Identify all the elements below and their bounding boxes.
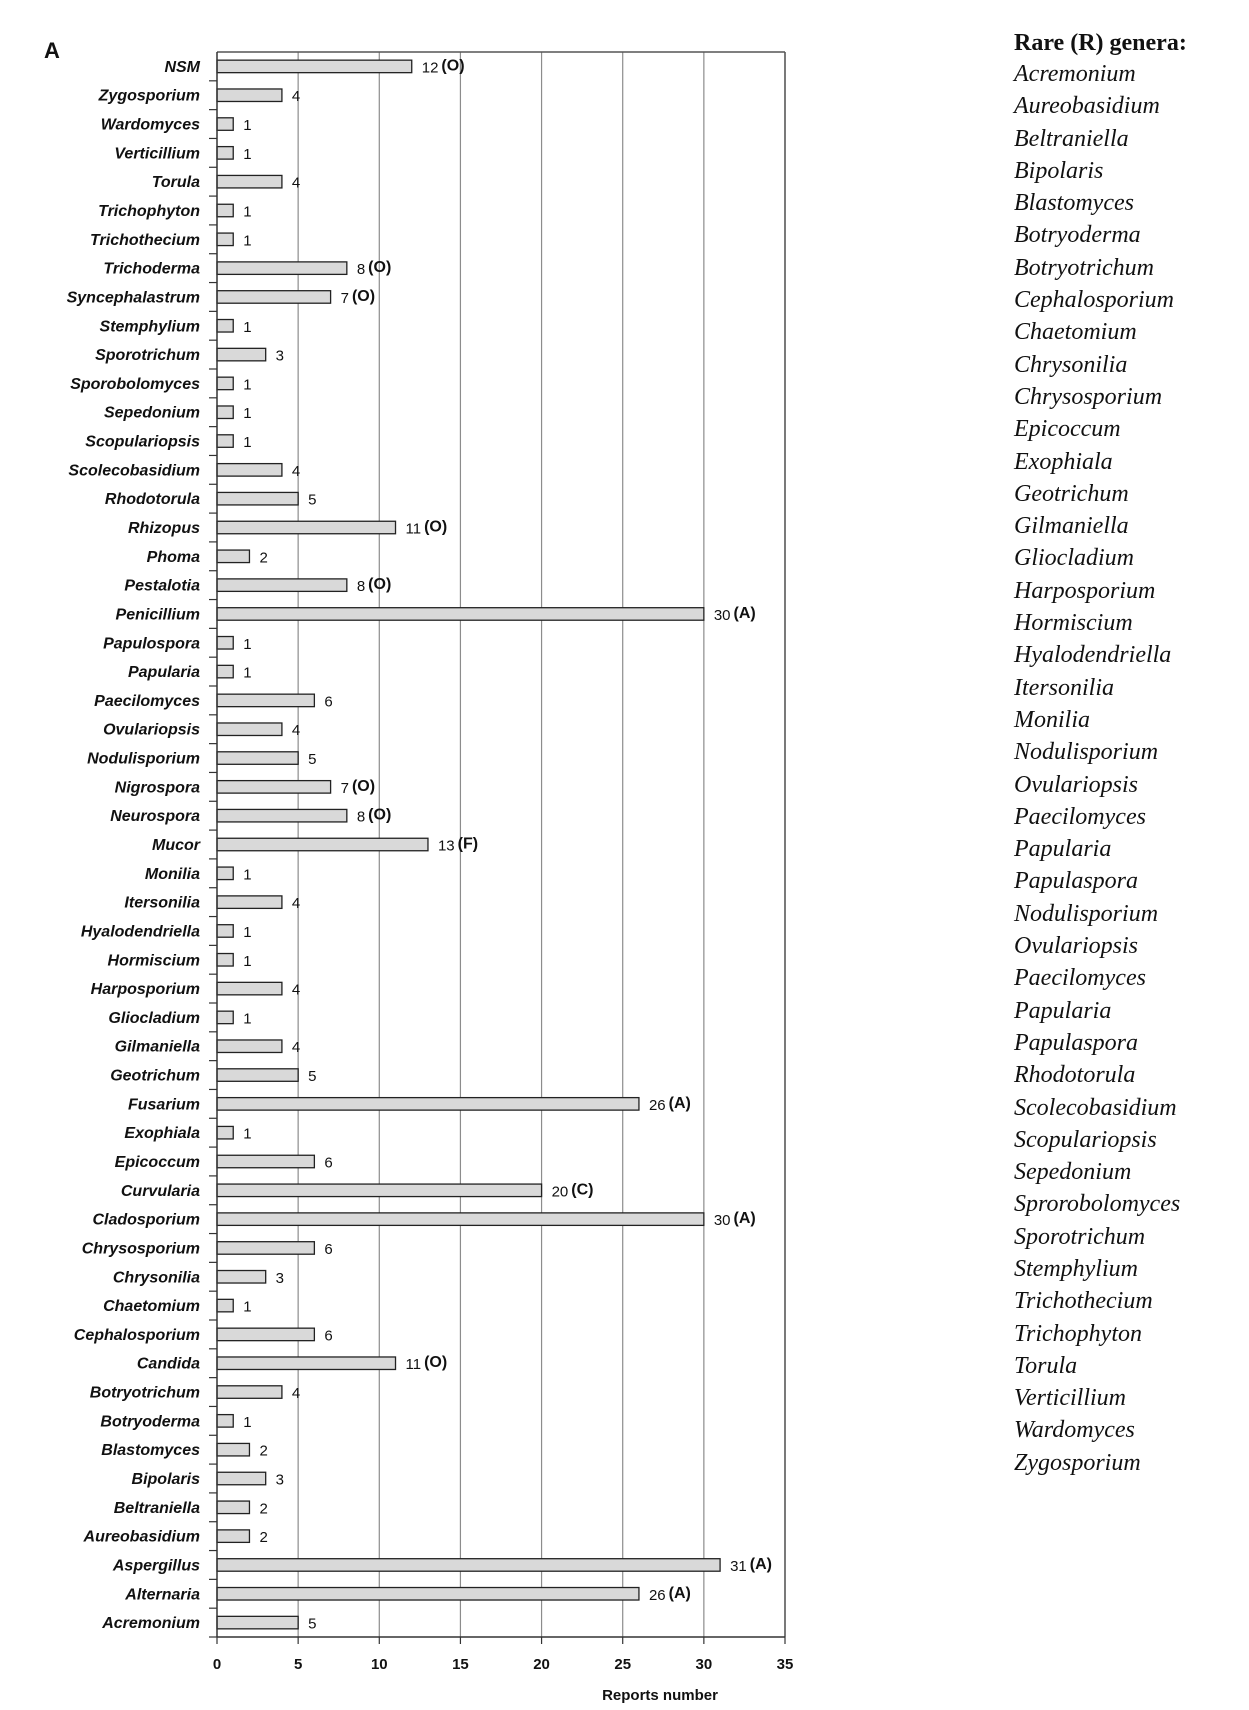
frequency-class-label: (O) bbox=[351, 287, 376, 305]
value-label: 13 (F) bbox=[437, 835, 479, 855]
category-label: Pestalotia bbox=[124, 577, 200, 595]
category-label: Harposporium bbox=[90, 981, 200, 999]
value-label: 4 bbox=[291, 895, 301, 913]
category-label: Trichoderma bbox=[103, 260, 200, 278]
bar bbox=[217, 1559, 720, 1572]
frequency-class-label: (A) bbox=[733, 604, 756, 622]
category-label: Itersonilia bbox=[124, 894, 200, 912]
value-label: 31 (A) bbox=[730, 1555, 772, 1575]
rare-genus-item: Hyalodendriella bbox=[1014, 642, 1172, 669]
value-label: 30 (A) bbox=[713, 604, 756, 624]
category-label: Nodulisporium bbox=[87, 750, 200, 768]
category-label: Curvularia bbox=[120, 1182, 200, 1200]
category-label: Exophiala bbox=[124, 1125, 200, 1143]
bar bbox=[217, 492, 298, 505]
category-label: Scolecobasidium bbox=[68, 462, 200, 480]
bar bbox=[217, 579, 347, 592]
category-labels bbox=[67, 59, 201, 1632]
value-label: 1 bbox=[243, 664, 252, 682]
frequency-class-label: (O) bbox=[368, 259, 392, 277]
category-label: Syncephalastrum bbox=[66, 289, 200, 307]
value-label: 4 bbox=[291, 174, 301, 192]
bar bbox=[217, 233, 233, 246]
frequency-class-label: (O) bbox=[368, 576, 392, 594]
category-label: Trichophyton bbox=[98, 203, 200, 220]
value-label: 11 (O) bbox=[405, 1354, 448, 1374]
x-tick-label: 15 bbox=[452, 1656, 469, 1673]
value-label: 26 (A) bbox=[648, 1584, 691, 1604]
category-label: Penicillium bbox=[115, 606, 200, 624]
bar bbox=[217, 1472, 266, 1485]
rare-genus-item: Nodulisporium bbox=[1014, 739, 1159, 766]
value-label: 1 bbox=[243, 1125, 252, 1143]
category-label: Cladosporium bbox=[92, 1211, 200, 1229]
bar bbox=[217, 1155, 314, 1168]
rare-genus-item: Hormiscium bbox=[1014, 610, 1133, 637]
bar bbox=[217, 694, 314, 707]
rare-genus-item: Harposporium bbox=[1014, 577, 1156, 604]
frequency-class-label: (O) bbox=[441, 57, 465, 75]
rare-genus-item: Monilia bbox=[1014, 706, 1090, 733]
rare-genus-item: Nodulisporium bbox=[1014, 900, 1159, 927]
panel-label: A bbox=[44, 38, 60, 63]
category-label: Torula bbox=[151, 174, 200, 192]
category-label: Aureobasidium bbox=[83, 1528, 200, 1546]
value-label: 1 bbox=[243, 318, 252, 336]
bar bbox=[217, 521, 396, 534]
value-label: 1 bbox=[243, 952, 252, 970]
category-label: Scopulariopsis bbox=[85, 433, 200, 451]
category-label: Aspergillus bbox=[112, 1557, 200, 1575]
category-label: Trichothecium bbox=[90, 231, 200, 249]
bar bbox=[217, 1530, 249, 1543]
rare-genus-item: Geotrichum bbox=[1014, 480, 1129, 507]
rare-genus-item: Scolecobasidium bbox=[1014, 1094, 1177, 1121]
category-label: Verticillium bbox=[114, 145, 200, 163]
rare-genus-item: Trichophyton bbox=[1014, 1320, 1143, 1347]
rare-genus-item: Trichothecium bbox=[1014, 1288, 1153, 1315]
category-label: Ovulariopsis bbox=[103, 721, 200, 739]
category-label: Alternaria bbox=[125, 1586, 200, 1604]
x-tick-label: 10 bbox=[370, 1656, 388, 1673]
value-label: 2 bbox=[259, 1442, 268, 1460]
category-label: Fusarium bbox=[127, 1096, 200, 1114]
value-label: 1 bbox=[243, 1010, 252, 1028]
bar bbox=[217, 1357, 396, 1370]
rare-genus-item: Exophiala bbox=[1014, 448, 1113, 475]
category-label: Sepedonium bbox=[103, 404, 200, 422]
rare-genus-item: Papulaspora bbox=[1014, 868, 1139, 895]
category-label: Candida bbox=[136, 1355, 200, 1373]
category-label: Botryotrichum bbox=[89, 1384, 200, 1402]
value-label: 1 bbox=[243, 635, 252, 653]
rare-genus-item: Stemphylium bbox=[1014, 1255, 1138, 1282]
rare-genus-item: Cephalosporium bbox=[1014, 287, 1175, 314]
bar bbox=[217, 781, 331, 794]
value-label: 4 bbox=[291, 722, 301, 740]
frequency-class-label: (O) bbox=[351, 777, 376, 795]
value-label: 1 bbox=[243, 1298, 252, 1316]
bar bbox=[217, 291, 331, 304]
category-label: Beltraniella bbox=[113, 1499, 200, 1517]
value-label: 3 bbox=[275, 347, 285, 365]
rare-genus-item: Ovulariopsis bbox=[1014, 933, 1139, 960]
value-label: 1 bbox=[243, 923, 252, 941]
x-tick-label: 5 bbox=[293, 1656, 303, 1673]
category-label: Rhodotorula bbox=[104, 491, 200, 509]
category-label: Papulospora bbox=[103, 635, 200, 653]
rare-genus-item: Botryoderma bbox=[1014, 222, 1141, 249]
bar bbox=[217, 752, 298, 765]
rare-genus-item: Chrysonilia bbox=[1014, 351, 1128, 378]
rare-genus-item: Papularia bbox=[1014, 836, 1112, 863]
rare-genus-item: Wardomyces bbox=[1014, 1417, 1135, 1444]
bar bbox=[217, 723, 282, 736]
value-label: 8 (O) bbox=[356, 576, 392, 596]
bar bbox=[217, 867, 233, 880]
bar bbox=[217, 1328, 314, 1341]
rare-genus-item: Paecilomyces bbox=[1014, 965, 1146, 992]
bar bbox=[217, 896, 282, 909]
x-tick-label: 25 bbox=[614, 1656, 632, 1673]
value-label: 1 bbox=[243, 1413, 252, 1431]
category-label: Phoma bbox=[146, 548, 200, 566]
bar bbox=[217, 320, 233, 333]
bar bbox=[217, 89, 282, 102]
rare-genus-item: Ovulariopsis bbox=[1014, 771, 1139, 798]
bar bbox=[217, 1271, 266, 1284]
value-label: 4 bbox=[291, 981, 301, 999]
rare-genus-item: Zygosporium bbox=[1014, 1449, 1141, 1476]
category-label: Paecilomyces bbox=[94, 692, 200, 710]
rare-genus-item: Blastomyces bbox=[1014, 190, 1134, 217]
frequency-class-label: (O) bbox=[424, 1354, 448, 1372]
bar bbox=[217, 608, 704, 621]
rare-genus-item: Beltraniella bbox=[1014, 125, 1129, 152]
bar bbox=[217, 954, 233, 967]
value-label: 2 bbox=[259, 1500, 268, 1518]
category-label: Blastomyces bbox=[101, 1442, 200, 1460]
bar bbox=[217, 665, 233, 678]
rare-genus-item: Torula bbox=[1014, 1352, 1078, 1379]
value-label: 12 (O) bbox=[421, 57, 465, 77]
value-label: 1 bbox=[243, 117, 252, 135]
value-label: 5 bbox=[308, 1068, 317, 1086]
rare-genera-list bbox=[1014, 58, 1187, 1479]
bar bbox=[217, 406, 233, 419]
bar bbox=[217, 1098, 639, 1111]
bar bbox=[217, 1443, 249, 1456]
category-label: Hormiscium bbox=[107, 952, 200, 970]
value-label: 1 bbox=[243, 434, 252, 452]
value-label: 4 bbox=[291, 462, 301, 480]
rare-genus-item: Paecilomyces bbox=[1014, 803, 1146, 830]
category-label: Chrysosporium bbox=[81, 1240, 200, 1258]
value-label: 20 (C) bbox=[551, 1181, 594, 1201]
frequency-class-label: (A) bbox=[668, 1584, 691, 1602]
bar bbox=[217, 1242, 314, 1255]
value-label: 3 bbox=[275, 1471, 285, 1489]
value-label: 5 bbox=[308, 1615, 317, 1633]
bar bbox=[217, 118, 233, 131]
rare-genus-item: Aureobasidium bbox=[1014, 93, 1160, 120]
rare-genus-item: Gliocladium bbox=[1014, 545, 1134, 572]
frequency-class-label: (F) bbox=[457, 835, 479, 853]
value-label: 30 (A) bbox=[713, 1210, 756, 1230]
x-tick-label: 20 bbox=[533, 1656, 550, 1673]
bar bbox=[217, 1415, 233, 1428]
value-label: 6 bbox=[324, 1327, 333, 1345]
bar bbox=[217, 60, 412, 72]
category-label: Cephalosporium bbox=[73, 1326, 200, 1344]
bar bbox=[217, 1126, 233, 1139]
rare-genera-title: Rare (R) genera: bbox=[1014, 30, 1187, 56]
bar bbox=[217, 550, 249, 563]
category-label: Mucor bbox=[152, 837, 200, 854]
value-label: 7 (O) bbox=[340, 777, 376, 797]
category-label: Stemphylium bbox=[99, 318, 200, 336]
value-label: 1 bbox=[243, 376, 252, 394]
category-label: Acremonium bbox=[102, 1615, 200, 1633]
category-label: Monilia bbox=[144, 865, 200, 883]
category-label: NSM bbox=[164, 58, 200, 76]
frequency-class-label: (A) bbox=[749, 1555, 772, 1573]
category-label: Botryoderma bbox=[100, 1413, 200, 1431]
value-label: 1 bbox=[243, 203, 252, 221]
frequency-class-label: (C) bbox=[571, 1181, 594, 1199]
value-label: 1 bbox=[243, 232, 252, 250]
bar bbox=[217, 377, 233, 390]
rare-genus-item: Sporotrichum bbox=[1014, 1223, 1146, 1250]
rare-genus-item: Papulaspora bbox=[1014, 1029, 1139, 1056]
bar bbox=[217, 809, 347, 822]
category-label: Sporobolomyces bbox=[70, 375, 200, 393]
rare-genus-item: Botryotrichum bbox=[1014, 254, 1154, 281]
bar bbox=[217, 1386, 282, 1399]
value-label: 5 bbox=[308, 491, 317, 509]
x-tick-labels bbox=[213, 1656, 794, 1673]
x-tick-label: 30 bbox=[695, 1656, 713, 1673]
category-label: Gliocladium bbox=[108, 1009, 200, 1027]
bar bbox=[217, 982, 282, 995]
category-label: Zygosporium bbox=[98, 87, 200, 105]
bar bbox=[217, 1184, 542, 1197]
bar bbox=[217, 1213, 704, 1226]
frequency-class-label: (O) bbox=[424, 518, 448, 536]
category-label: Sporotrichum bbox=[95, 347, 200, 365]
rare-genus-item: Scopulariopsis bbox=[1014, 1126, 1157, 1153]
value-label: 8 (O) bbox=[356, 806, 392, 826]
value-label: 2 bbox=[259, 1529, 268, 1547]
category-label: Bipolaris bbox=[131, 1471, 200, 1488]
value-label: 7 (O) bbox=[340, 287, 376, 307]
bar bbox=[217, 925, 233, 938]
rare-genus-item: Acremonium bbox=[1014, 61, 1136, 87]
value-label: 11 (O) bbox=[405, 518, 448, 538]
rare-genus-item: Bipolaris bbox=[1014, 157, 1104, 184]
value-label: 1 bbox=[243, 405, 252, 423]
rare-genus-item: Papularia bbox=[1014, 997, 1112, 1024]
bar bbox=[217, 464, 282, 477]
value-label: 1 bbox=[243, 866, 252, 884]
rare-genus-item: Gilmaniella bbox=[1014, 513, 1129, 540]
x-tick-label: 35 bbox=[776, 1656, 794, 1673]
value-label: 6 bbox=[324, 693, 333, 711]
bar bbox=[217, 1501, 249, 1514]
category-label: Gilmaniella bbox=[114, 1038, 200, 1056]
bar bbox=[217, 838, 428, 851]
value-label: 8 (O) bbox=[356, 259, 392, 279]
category-label: Papularia bbox=[127, 664, 200, 682]
value-label: 26 (A) bbox=[648, 1094, 691, 1114]
bar bbox=[217, 1588, 639, 1601]
value-label: 4 bbox=[291, 1385, 301, 1403]
rare-genus-item: Chaetomium bbox=[1014, 319, 1137, 346]
frequency-class-label: (A) bbox=[733, 1210, 756, 1228]
rare-genus-item: Verticillium bbox=[1014, 1385, 1126, 1412]
category-label: Chaetomium bbox=[103, 1298, 200, 1316]
value-label: 6 bbox=[324, 1154, 333, 1172]
bar bbox=[217, 348, 266, 361]
bar bbox=[217, 147, 233, 160]
rare-genus-item: Itersonilia bbox=[1014, 674, 1114, 701]
bar bbox=[217, 262, 347, 275]
x-axis-title: Reports number bbox=[602, 1687, 718, 1704]
rare-genus-item: Sepedonium bbox=[1014, 1159, 1132, 1186]
value-label: 5 bbox=[308, 751, 317, 769]
category-label: Neurospora bbox=[110, 808, 200, 826]
x-tick-label: 0 bbox=[212, 1656, 222, 1673]
rare-genus-item: Epicoccum bbox=[1014, 416, 1121, 443]
rare-genus-item: Sprorobolomyces bbox=[1014, 1191, 1181, 1218]
value-label: 1 bbox=[243, 145, 252, 163]
value-label: 3 bbox=[275, 1269, 285, 1287]
bar bbox=[217, 637, 233, 650]
value-label: 2 bbox=[259, 549, 268, 567]
category-label: Nigrospora bbox=[114, 779, 200, 797]
value-label: 4 bbox=[291, 1039, 301, 1057]
bar bbox=[217, 1069, 298, 1082]
value-label: 4 bbox=[291, 88, 301, 106]
category-label: Epicoccum bbox=[114, 1154, 200, 1171]
category-label: Rhizopus bbox=[128, 520, 200, 537]
bar bbox=[217, 1616, 298, 1629]
bar bbox=[217, 1299, 233, 1312]
category-label: Wardomyces bbox=[100, 116, 200, 134]
frequency-class-label: (A) bbox=[668, 1094, 691, 1112]
rare-genera-panel bbox=[1014, 28, 1187, 1479]
bar bbox=[217, 204, 233, 217]
bar bbox=[217, 435, 233, 448]
category-label: Hyalodendriella bbox=[80, 923, 200, 941]
category-label: Chrysonilia bbox=[112, 1269, 200, 1287]
bar bbox=[217, 1040, 282, 1053]
bar bbox=[217, 1011, 233, 1024]
bar bbox=[217, 175, 282, 188]
rare-genus-item: Chrysosporium bbox=[1014, 383, 1163, 410]
frequency-class-label: (O) bbox=[368, 806, 392, 824]
category-label: Geotrichum bbox=[110, 1067, 200, 1085]
rare-genus-item: Rhodotorula bbox=[1014, 1062, 1136, 1089]
value-label: 6 bbox=[324, 1240, 333, 1258]
